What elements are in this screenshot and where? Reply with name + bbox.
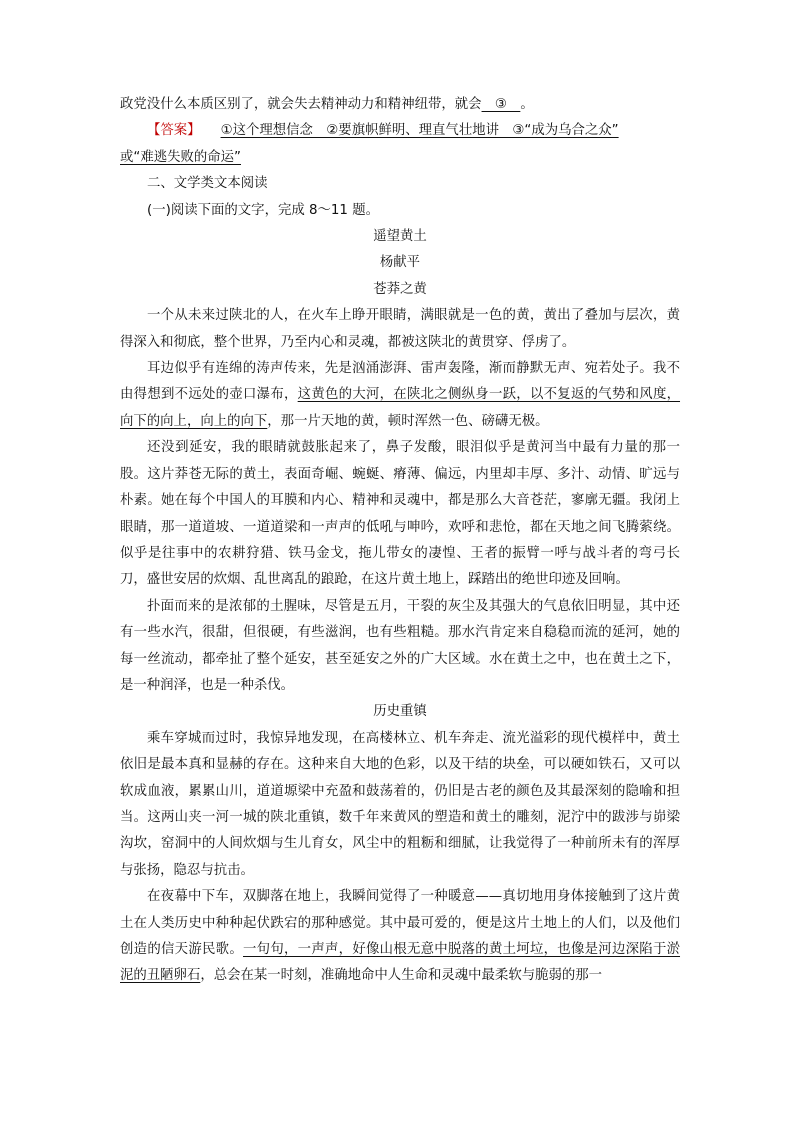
answer-text: ①这个理想信念 ②要旗帜鲜明、理直气壮地讲 ③“成为乌合之众” [220, 123, 619, 139]
answer-continuation [120, 145, 680, 171]
reading-instruction: (一)阅读下面的文字，完成 8～11 题。 [147, 202, 379, 218]
underlined-sentence-1: 这黄色的大河，在陕北之侧纵身一跃，以不复返的气势和风度，向下的向上，向上的向下 [120, 387, 681, 429]
answer-text-continued: 或“难逃失败的命运” [120, 149, 241, 165]
paragraph-2 [120, 356, 680, 435]
fill-blank: ③ [481, 97, 521, 112]
underlined-sentence-2: 一句句，一声声，好像山根无意中脱落的黄土坷垃，也像是河边深陷于淤泥的丑陋卵石 [120, 942, 681, 984]
paragraph-2-text-b: ，那一片天地的黄，顿时浑然一色、磅礴无极。 [267, 413, 549, 429]
answer-line [120, 118, 680, 144]
paragraph-6-text-b: ，总会在某一时刻，准确地命中人生命和灵魂中最柔软与脆弱的那一 [200, 968, 603, 984]
paragraph-3: 还没到延安，我的眼睛就鼓胀起来了，鼻子发酸，眼泪似乎是黄河当中最有力量的那一股。这片莽苍无际的黄土，表面奇崛、蜿蜒、瘠薄、偏远，内里却丰厚、多汁、动情、旷远与朴素。她在每个中国人的耳膜和内心、精神和灵魂中，都是那么大音苍茫，寥廓无疆。我闭上眼睛，那一道道坡、一道道梁和一声声的低吼与呻吟，欢呼和悲怆，都在天地之间飞腾萦绕。似乎是往事中的农耕狩猎、铁马金戈，拖儿带女的凄惶、王者的振臂一呼与战斗者的弯弓长刀，盛世安居的炊烟、乱世离乱的踉跄，在这片黄土地上，踩踏出的绝世印迹及回响。 [120, 440, 680, 588]
document-body [120, 92, 680, 990]
previous-question-ending [120, 92, 680, 118]
paragraph-6 [120, 884, 680, 990]
paragraph-5: 乘车穿城而过时，我惊异地发现，在高楼林立、机车奔走、流光溢彩的现代模样中，黄土依旧是最本真和显赫的存在。这种来自大地的色彩，以及干结的块垒，可以硬如铁石，又可以软成血液，累累山川，道道塬梁中充盈和鼓荡着的，仍旧是古老的颜色及其最深刻的隐喻和担当。这两山夹一河一城的陕北重镇，数千年来黄风的塑造和黄土的雕刻，泥泞中的跋涉与峁梁沟坎，窑洞中的人间炊烟与生儿育女，风尘中的粗粝和细腻，让我觉得了一种前所未有的浑厚与张扬，隐忍与抗击。 [120, 730, 680, 878]
answer-tag: 【答案】 [147, 123, 201, 139]
sentence-end: 。 [520, 97, 534, 112]
paragraph-2-text-a: 耳边似乎有连绵的涛声传来，先是汹涌澎湃、雷声轰隆，渐而静默无声、宛若处子。我不由得想到不远处的壶口瀑布， [120, 361, 680, 403]
paragraph-1: 一个从未来过陕北的人，在火车上睁开眼睛，满眼就是一色的黄，黄出了叠加与层次，黄得深入和彻底，整个世界，乃至内心和灵魂，都被这陕北的黄贯穿、俘虏了。 [120, 308, 680, 350]
subheading-2: 历史重镇 [373, 704, 427, 720]
article-author: 杨献平 [379, 255, 421, 271]
section-heading: 二、文学类文本阅读 [147, 176, 268, 192]
paragraph-4: 扑面而来的是浓郁的土腥味，尽管是五月，干裂的灰尘及其强大的气息依旧明显，其中还有一些水汽，很甜，但很硬，有些滋润，也有些粗糙。那水汽肯定来自稳稳而流的延河，她的每一丝流动，都牵扯了整个延安，甚至延安之外的广大区域。水在黄土之中，也在黄土之下，是一种润泽，也是一种杀伐。 [120, 598, 680, 693]
article-title: 遥望黄土 [373, 229, 427, 245]
subheading-1: 苍莽之黄 [373, 281, 427, 297]
sentence-text: 政党没什么本质区别了，就会失去精神动力和精神纽带，就会 [120, 97, 482, 112]
paragraph-6-text-a: 在夜幕中下车，双脚落在地上，我瞬间觉得了一种暖意——真切地用身体接触到了这片黄土在人类历史中种种起伏跌宕的那种感觉。其中最可爱的，便是这片土地上的人们，以及他们创造的信天游民歌。 [120, 889, 680, 957]
